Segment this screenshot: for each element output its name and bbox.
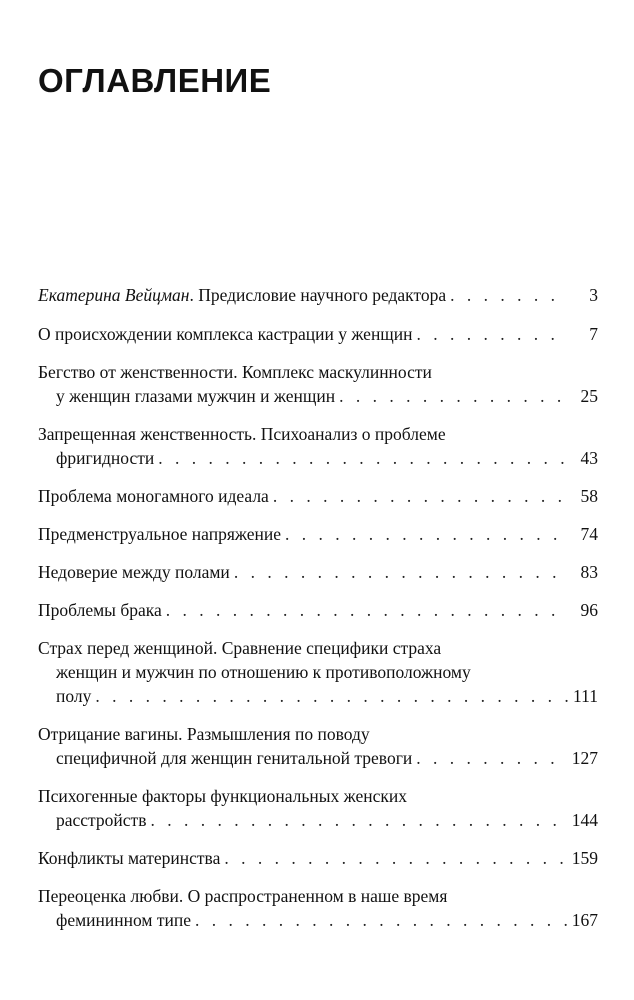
toc-page-number: 96 <box>580 600 598 620</box>
toc-page-number: 159 <box>571 848 598 868</box>
toc-entry[interactable] <box>38 484 598 508</box>
toc-page-number: 3 <box>589 285 598 305</box>
toc-entry-title-cont: женщин и мужчин по отношению к противоположному <box>56 662 471 682</box>
toc-page-number: 111 <box>573 686 598 706</box>
page-title: ОГЛАВЛЕНИЕ <box>38 62 272 99</box>
leader-dots <box>158 446 568 470</box>
toc-page-number: 58 <box>580 486 598 506</box>
toc-entry[interactable] <box>38 422 598 470</box>
toc-page-number: 144 <box>571 810 598 830</box>
toc-entry[interactable] <box>38 598 598 622</box>
leader-dots <box>95 684 568 708</box>
toc-page-number: 7 <box>589 324 598 344</box>
leader-dots <box>339 384 568 408</box>
leader-dots <box>417 322 568 346</box>
leader-dots <box>195 908 568 932</box>
toc-entry-title: Конфликты материнства <box>38 848 221 868</box>
toc-page-number: 127 <box>571 748 598 768</box>
toc-page-number: 25 <box>580 386 598 406</box>
toc-entry-title: Предменструальное напряжение <box>38 524 282 544</box>
toc-entry-title-cont: фемининном типе <box>56 910 192 930</box>
toc-entry-title-cont: полу <box>56 686 92 706</box>
toc-page-number: 167 <box>571 910 598 930</box>
toc-entry-title: Проблема моногамного идеала <box>38 486 269 506</box>
leader-dots <box>416 746 568 770</box>
toc-entry[interactable] <box>38 360 598 408</box>
leader-dots <box>450 283 568 307</box>
toc-entry-title: Бегство от женственности. Комплекс маскулинности <box>38 362 432 382</box>
toc-entry-title-cont: расстройств <box>56 810 147 830</box>
leader-dots <box>224 846 567 870</box>
toc-entry[interactable] <box>38 322 598 346</box>
toc-entry[interactable] <box>38 784 598 832</box>
toc-entry-author: Екатерина Вейцман <box>38 285 190 305</box>
toc-entry[interactable] <box>38 846 598 870</box>
leader-dots <box>166 598 568 622</box>
toc-entry[interactable] <box>38 522 598 546</box>
toc-entry-title-cont: фригидности <box>56 448 155 468</box>
leader-dots <box>150 808 567 832</box>
toc-page-number: 43 <box>580 448 598 468</box>
toc-entry-title: Недоверие между полами <box>38 562 230 582</box>
toc-entry[interactable] <box>38 722 598 770</box>
toc-entry[interactable] <box>38 636 598 708</box>
leader-dots <box>234 560 568 584</box>
toc-entry-title: Запрещенная женственность. Психоанализ о проблеме <box>38 424 446 444</box>
toc-entry-title: Переоценка любви. О распространенном в наше время <box>38 886 448 906</box>
toc-entry-title-cont: специфичной для женщин генитальной тревоги <box>56 748 413 768</box>
table-of-contents <box>38 283 598 932</box>
toc-entry[interactable] <box>38 884 598 932</box>
toc-entry-title: Предисловие научного редактора <box>198 285 447 305</box>
leader-dots <box>285 522 568 546</box>
toc-entry-title: Страх перед женщиной. Сравнение специфики страха <box>38 638 442 658</box>
toc-entry-title: Психогенные факторы функциональных женских <box>38 786 408 806</box>
toc-entry-title: О происхождении комплекса кастрации у женщин <box>38 324 413 344</box>
toc-page-number: 74 <box>580 524 598 544</box>
toc-entry-title-cont: у женщин глазами мужчин и женщин <box>56 386 336 406</box>
toc-entry[interactable] <box>38 560 598 584</box>
toc-page-number: 83 <box>580 562 598 582</box>
toc-entry[interactable]: Екатерина Вейцман. Предисловие научного редактора . . . 3 <box>38 283 598 307</box>
toc-entry-title: Проблемы брака <box>38 600 162 620</box>
leader-dots <box>273 484 568 508</box>
toc-entry-title: Отрицание вагины. Размышления по поводу <box>38 724 370 744</box>
